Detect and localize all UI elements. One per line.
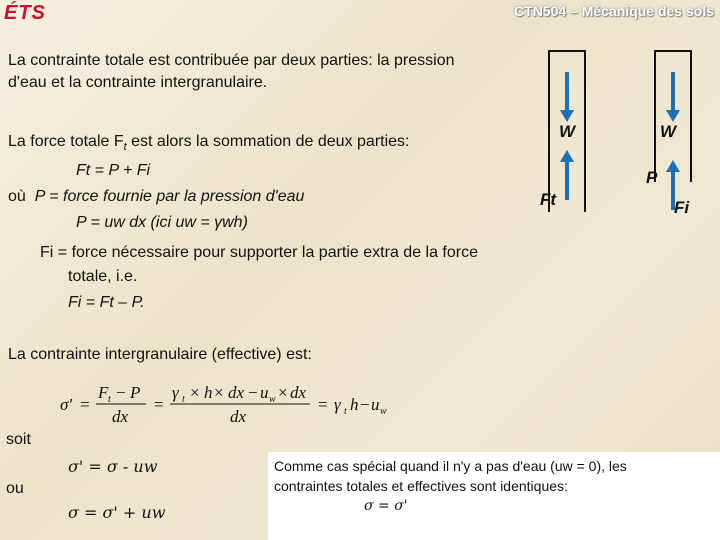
ets-logo [4, 2, 72, 24]
where-p: P = force fournie par la pression d'eau [34, 188, 305, 205]
svg-text:u: u [260, 383, 269, 402]
svg-text:=: = [154, 395, 164, 414]
force-intro-sub: t [123, 141, 127, 154]
label-fi: Fi [674, 198, 690, 217]
svg-text:γ: γ [334, 395, 341, 414]
force-intro-a: La force totale F [8, 133, 124, 150]
svg-text:−: − [360, 395, 370, 414]
svg-text:w: w [269, 394, 276, 405]
svg-text:−: − [116, 383, 126, 402]
eq-sigma: σ = σ' + uw [68, 503, 166, 522]
eq-p: P = uw dx (ici uw = γwh) [76, 214, 248, 231]
svg-text:dx: dx [230, 407, 247, 426]
svg-text:σ': σ' [60, 395, 73, 414]
note-eq: σ = σ' [364, 498, 408, 514]
svg-text:t: t [182, 394, 185, 405]
label-w1: W [559, 122, 576, 141]
svg-text:t: t [108, 394, 111, 405]
note-line2: contraintes totales et effectives sont identiques: [274, 478, 568, 494]
force-intro [8, 131, 410, 158]
svg-text:×: × [214, 383, 224, 402]
course-title: CTN504 – Mécanique des sols [514, 3, 714, 19]
note-line1: Comme cas spécial quand il n'y a pas d'eau (uw = 0), les [274, 458, 627, 474]
eq-ft: Ft = P + Fi [76, 162, 151, 179]
intro-line1: La contrainte totale est contribuée par deux parties: la pression [8, 52, 455, 69]
svg-text:=: = [80, 395, 90, 414]
svg-text:dx: dx [290, 383, 307, 402]
svg-text:P: P [130, 383, 141, 402]
effective-label: La contrainte intergranulaire (effective) est: [8, 346, 312, 363]
label-ft: Ft [540, 190, 557, 209]
svg-text:h: h [350, 395, 359, 414]
svg-text:γ: γ [172, 383, 179, 402]
where-line [8, 186, 304, 208]
svg-text:×: × [190, 383, 200, 402]
label-p: P [646, 168, 658, 187]
fi-def-b: totale, i.e. [68, 268, 138, 285]
effective-stress-equation [58, 378, 388, 428]
fi-def-a: Fi = force nécessaire pour supporter la partie extra de la force [40, 244, 478, 261]
svg-text:=: = [318, 395, 328, 414]
arrow-w1-down [560, 72, 574, 122]
eq-sigma-prime: σ' = σ - uw [68, 457, 158, 476]
logo-text: ÉTS [4, 2, 46, 24]
label-w2: W [660, 122, 677, 141]
soit-label: soit [6, 431, 31, 448]
svg-text:t: t [344, 406, 347, 417]
eq-fi: Fi = Ft – P. [68, 294, 145, 311]
svg-text:F: F [98, 383, 109, 402]
arrow-w2-down [666, 72, 680, 122]
intro-line2: d'eau et la contrainte intergranulaire. [8, 74, 268, 91]
arrow-ft-up [560, 150, 574, 200]
special-case-text [274, 456, 704, 516]
svg-text:w: w [380, 406, 387, 417]
svg-text:dx: dx [228, 383, 245, 402]
force-intro-b: est alors la sommation de deux parties: [126, 133, 410, 150]
ou-label: ou [6, 480, 24, 497]
svg-text:×: × [278, 383, 288, 402]
svg-text:u: u [371, 395, 380, 414]
svg-text:h: h [204, 383, 213, 402]
where-label: où [8, 188, 26, 205]
svg-text:dx: dx [112, 407, 129, 426]
svg-text:−: − [248, 383, 258, 402]
